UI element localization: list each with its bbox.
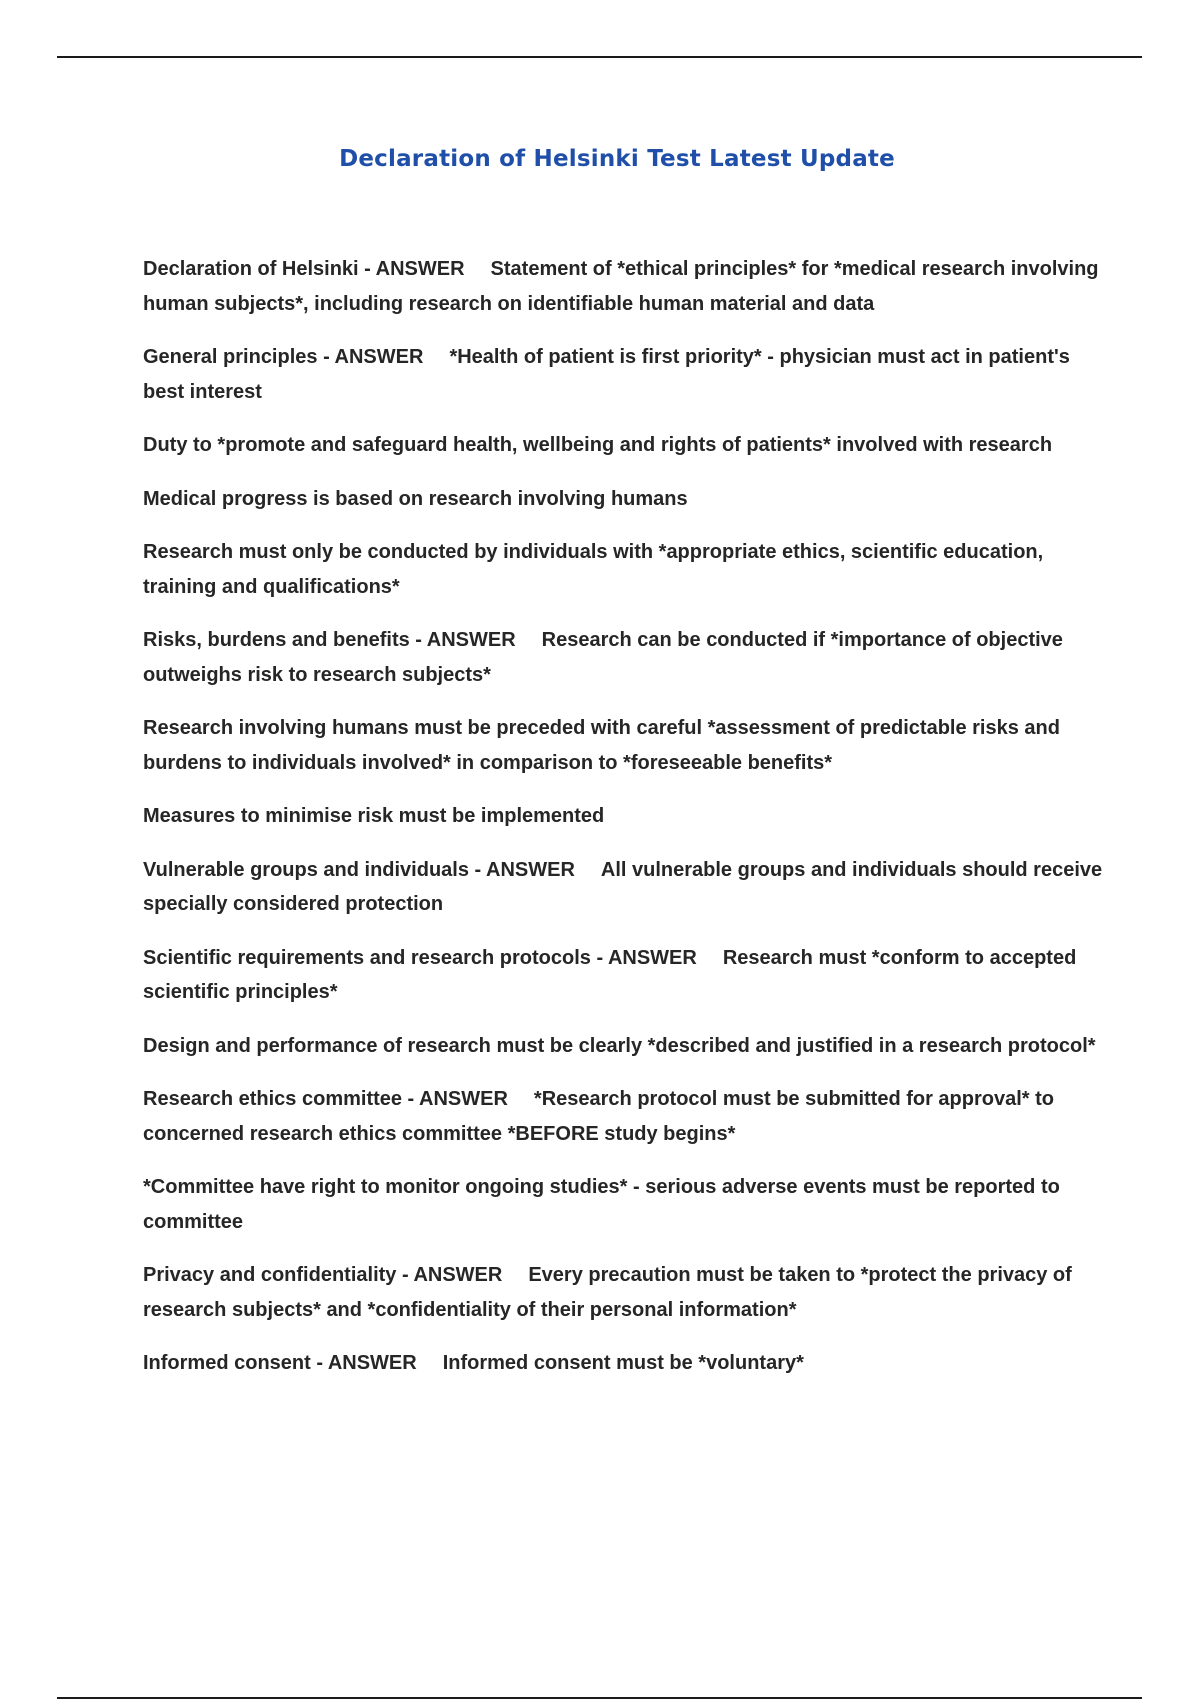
document-title: Declaration of Helsinki Test Latest Update [339,146,895,172]
entry-question: Risks, burdens and benefits - ANSWER [143,629,516,651]
entry-text: Duty to *promote and safeguard health, wellbeing and rights of patients* involved with research [143,434,1053,456]
entry-12 [143,1170,1103,1239]
entry-answer: Research must *conform to accepted scientific principles* [143,946,1077,1003]
entry-text: Design and performance of research must be clearly *described and justified in a research protocol* [143,1034,1096,1057]
entry-text: *Committee have right to monitor ongoing studies* - serious adverse events must be reported to committee [143,1176,1060,1233]
footer-rule [57,1697,1142,1699]
entry-answer: *Health of patient is first priority* - physician must act in patient's best interest [143,346,1070,403]
entry-8 [143,853,1103,922]
entry-7 [143,799,1103,834]
entry-answer: Research can be conducted if *importance of objective outweighs risk to research subjects* [143,629,1063,686]
entry-3 [143,482,1103,517]
entry-11 [143,1082,1103,1151]
entry-question: General principles - ANSWER [143,346,424,368]
entry-question: Scientific requirements and research protocols - ANSWER [143,946,697,969]
entry-question: Declaration of Helsinki - ANSWER [143,258,465,280]
entry-text: Research must only be conducted by individuals with *appropriate ethics, scientific education, training and qualifications* [143,541,1044,598]
entry-answer: Every precaution must be taken to *protect the privacy of research subjects* and *confidentiality of their personal information* [143,1264,1072,1321]
entry-answer: All vulnerable groups and individuals should receive specially considered protection [143,858,1103,915]
entry-question: Informed consent - ANSWER [143,1352,417,1374]
entry-answer: Informed consent must be *voluntary* [442,1352,804,1374]
entry-6 [143,711,1103,780]
document-body [143,252,1103,1400]
entry-question: Research ethics committee - ANSWER [143,1088,508,1110]
entry-9 [143,941,1103,1010]
entry-5 [143,623,1103,692]
entry-10 [143,1029,1103,1064]
entry-question: Vulnerable groups and individuals - ANSWER [143,858,575,881]
entry-1 [143,340,1103,409]
entry-answer: Statement of *ethical principles* for *medical research involving human subjects*, including research on identifiable human material and data [143,258,1099,315]
entry-answer: *Research protocol must be submitted for approval* to concerned research ethics committee *BEFORE study begins* [143,1088,1055,1145]
entry-text: Measures to minimise risk must be implemented [143,805,605,827]
entry-4 [143,535,1103,604]
entry-question: Privacy and confidentiality - ANSWER [143,1264,503,1286]
header-rule [57,56,1142,58]
entry-text: Medical progress is based on research involving humans [143,487,688,510]
entry-0 [143,252,1103,321]
entry-text: Research involving humans must be preceded with careful *assessment of predictable risks and burdens to individuals involved* in comparison to *foreseeable benefits* [143,717,1060,774]
entry-2 [143,428,1103,463]
entry-13 [143,1258,1103,1327]
entry-14 [143,1346,1103,1381]
